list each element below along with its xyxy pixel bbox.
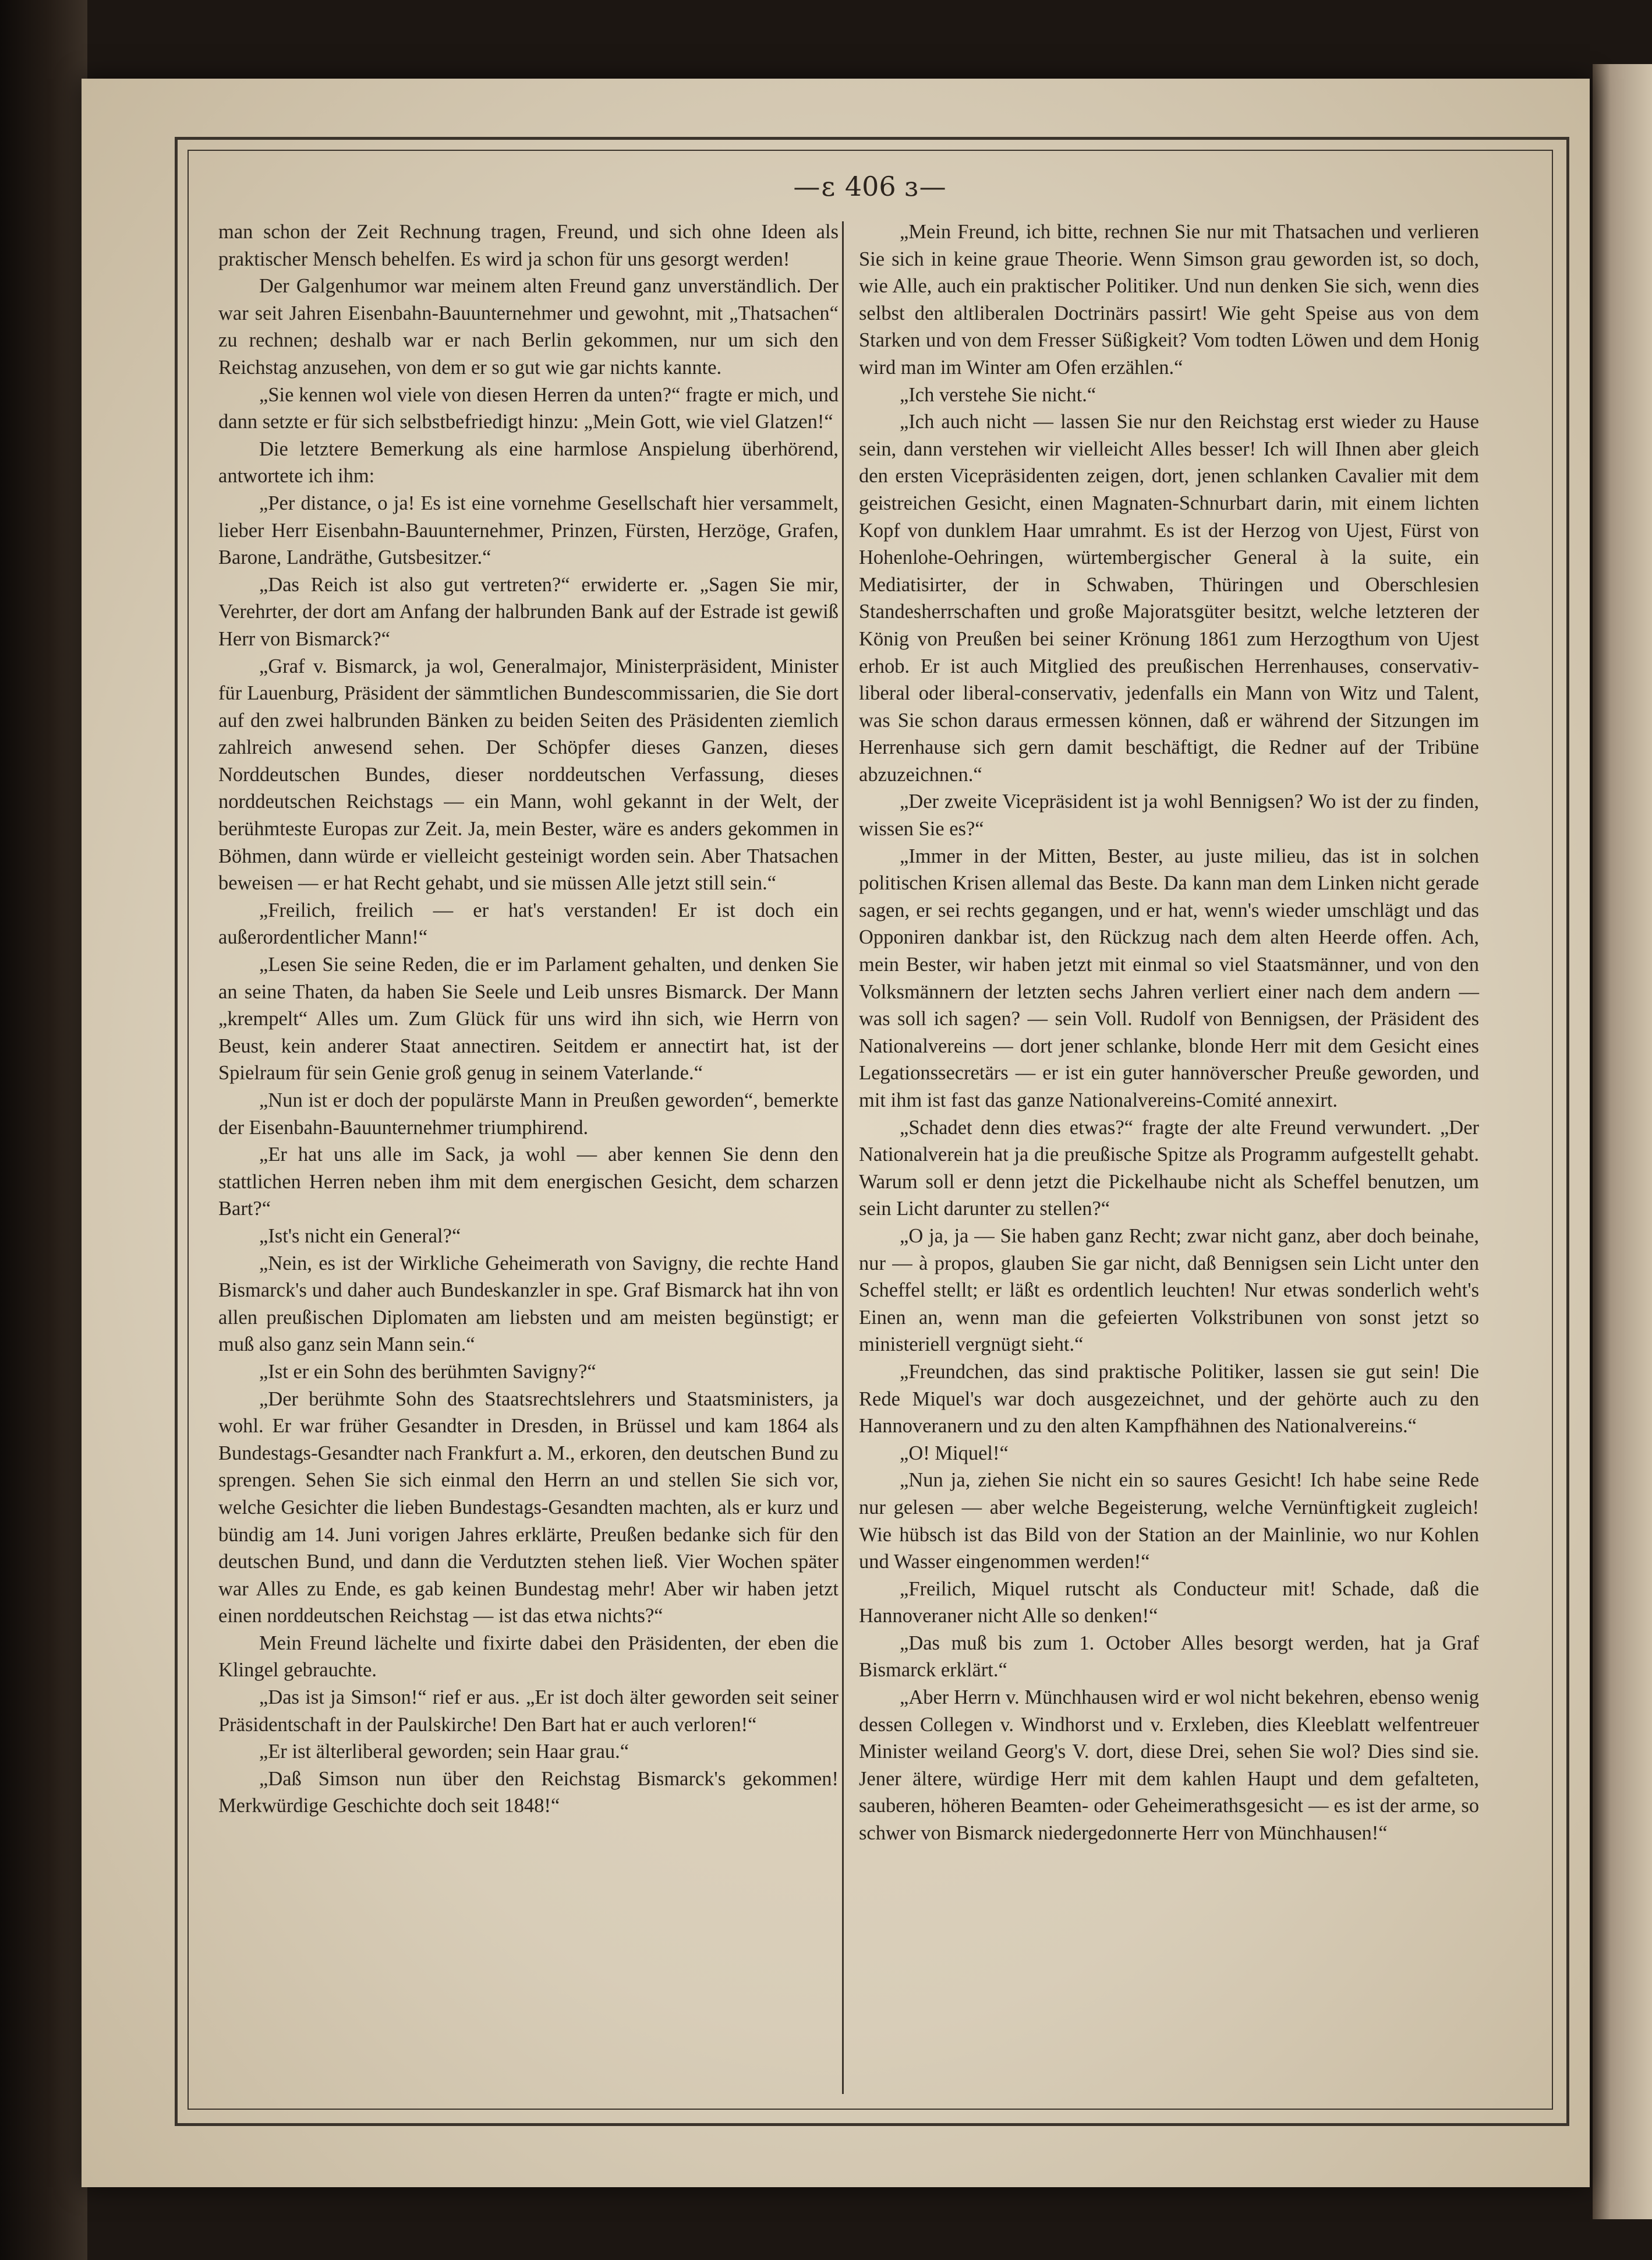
paragraph: „Lesen Sie seine Reden, die er im Parlament gehalten, und denken Sie an seine Thaten, da haben Sie Seele und Leib unsres Bismarck. Der Mann „krempelt“ Alles um. Zum Glück für uns wird ihn sich, wie Herrn von Beust, kein anderer Staat annectiren. Seitdem er annectirt hat, ist der Spielraum für sein Genie groß genug in seinem Vaterlande.“ (218, 954, 839, 1085)
paragraph: man schon der Zeit Rechnung tragen, Freund, und sich ohne Ideen als praktischer Mensch behelfen. Es wird ja schon für uns gesorgt werden! (218, 221, 839, 270)
page-number: 406 (844, 171, 896, 202)
paragraph: „Ist's nicht ein General?“ (259, 1224, 461, 1247)
paragraph: „Mein Freund, ich bitte, rechnen Sie nur mit Thatsachen und verlieren Sie sich in keine graue Theorie. Wenn Simson grau geworden ist, so doch, wie Alle, auch ein praktischer Politiker. Und nun denken Sie sich, wenn dies selbst den altliberalen Doctrinärs passirt! Wie geht Speise aus von dem Starken und von dem Fresser Süßigkeit? Vom todten Löwen und dem Honig wird man im Winter am Ofen erzählen.“ (859, 221, 1479, 379)
paragraph: „Freundchen, das sind praktische Politiker, lassen sie gut sein! Die Rede Miquel's war doch ausgezeichnet, und der gehörte auch zu den Hannoveranern und zu den alten Kampfhähnen des Nationalvereins.“ (859, 1360, 1479, 1438)
paragraph: „Immer in der Mitten, Bester, au juste milieu, das ist in solchen politischen Krisen allemal das Beste. Da kann man dem Linken nicht gerade sagen, er sei rechts gegangen, und er hat, wenn's wieder umschlägt und das Opponiren dankbar ist, den Rückzug nach dem alten Heerde offen. Ach, mein Bester, wir haben jetzt mit einmal so viel Staatsmänner, und von den Volksmännern der letzten sechs Jahren verliert einer nach dem andern — was soll ich sagen? — sein Voll. Rudolf von Bennigsen, der Präsident des Nationalvereins — dort jener schlanke, blonde Herr mit dem Gesicht eines Legationssecretärs — er ist ein guter hannöverscher Preuße geworden, und mit ihm ist fast das ganze Nationalvereins-Comité annexirt. (859, 845, 1479, 1111)
book-binding (0, 0, 87, 2260)
paragraph: „Aber Herrn v. Münchhausen wird er wol nicht bekehren, ebenso wenig dessen Collegen v. Windhorst und v. Erxleben, dies Kleeblatt welfentreuer Minister weiland Georg's V. dort, diese Drei, sehen Sie wol? Dies sind sie. Jener ältere, würdige Herr mit dem kahlen Haupt und dem gefalteten, sauberen, höheren Beamten- oder Geheimerathsgesicht — es ist der arme, so schwer von Bismarck niedergedonnerte Herr von Münchhausen!“ (859, 1686, 1479, 1845)
paragraph: „Er hat uns alle im Sack, ja wohl — aber kennen Sie denn den stattlichen Herren neben ihm mit dem energischen Gesicht, dem scharzen Bart?“ (218, 1143, 839, 1220)
paragraph: „Sie kennen wol viele von diesen Herren da unten?“ fragte er mich, und dann setzte er für sich selbstbefriedigt hinzu: „Mein Gott, wie viel Glatzen!“ (218, 383, 839, 433)
text-column-right (859, 218, 1479, 2100)
paragraph: „Freilich, freilich — er hat's verstanden! Er ist doch ein außerordentlicher Mann!“ (218, 899, 839, 949)
paragraph: Mein Freund lächelte und fixirte dabei den Präsidenten, der eben die Klingel gebrauchte. (218, 1632, 839, 1682)
page-header (188, 160, 1553, 213)
paragraph: „Daß Simson nun über den Reichstag Bismarck's gekommen! Merkwürdige Geschichte doch seit 1848!“ (218, 1767, 839, 1817)
paragraph: „Nein, es ist der Wirkliche Geheimerath von Savigny, die rechte Hand Bismarck's und daher auch Bundeskanzler in spe. Graf Bismarck hat ihn von allen preußischen Diplomaten am liebsten und am meisten begünstigt; er muß also ganz sein Mann sein.“ (218, 1252, 839, 1356)
paragraph: „Der zweite Vicepräsident ist ja wohl Bennigsen? Wo ist der zu finden, wissen Sie es?“ (859, 790, 1479, 841)
header-ornament-left: —ɛ (793, 171, 837, 202)
text-column-left (218, 218, 839, 2100)
header-ornament-right: ɜ— (904, 171, 947, 202)
book-page (82, 79, 1590, 2187)
paragraph: Die letztere Bemerkung als eine harmlose Anspielung überhörend, antwortete ich ihm: (218, 437, 839, 488)
paragraph: „Er ist älterliberal geworden; sein Haar grau.“ (259, 1740, 629, 1763)
paragraph: „Der berühmte Sohn des Staatsrechtslehrers und Staatsministers, ja wohl. Er war früher Gesandter in Dresden, in Brüssel und kam 1864 als Bundestags-Gesandter nach Frankfurt a. M., erkoren, den deutschen Bund zu sprengen. Sehen Sie sich einmal den Herrn an und stellen Sie sich vor, welche Gesichter die lieben Bundestags-Gesandten machten, als er kurz und bündig am 14. Juni vorigen Jahres erklärte, Preußen bedanke sich für den deutschen Bund, und dann die Verdutzten stehen ließ. Vier Wochen später war Alles zu Ende, es gab keinen Bundestag mehr! Aber wir haben jetzt einen norddeutschen Reichstag — ist das etwa nichts?“ (218, 1387, 839, 1627)
paragraph: „O ja, ja — Sie haben ganz Recht; zwar nicht ganz, aber doch beinahe, nur — à propos, glauben Sie gar nicht, daß Bennigsen sein Licht unter den Scheffel stellt; er läßt es ordentlich leuchten! Nur etwas sonderlich weht's Einen an, wenn man die gefeierten Volkstribunen von sonst jetzt so ministeriell vergnügt sieht.“ (859, 1224, 1479, 1356)
paragraph: Der Galgenhumor war meinem alten Freund ganz unverständlich. Der war seit Jahren Eisenbahn-Bauunternehmer und gewohnt, mit „Thatsachen“ zu rechnen; deshalb war er nach Berlin gekommen, nur um sich den Reichstag anzusehen, von dem er so gut wie gar nichts kannte. (218, 275, 839, 379)
paragraph: „Nun ja, ziehen Sie nicht ein so saures Gesicht! Ich habe seine Rede nur gelesen — aber welche Begeisterung, welche Vernünftigkeit zugleich! Wie hübsch ist das Bild von der Station an der Mainlinie, wo nur Kohlen und Wasser eingenommen werden!“ (859, 1469, 1479, 1573)
paragraph: „Das muß bis zum 1. October Alles besorgt werden, hat ja Graf Bismarck erklärt.“ (859, 1632, 1479, 1682)
facing-page-edge (1593, 64, 1652, 2219)
paragraph: „Graf v. Bismarck, ja wol, Generalmajor, Ministerpräsident, Minister für Lauenburg, Präsident der sämmtlichen Bundescommissarien, die Sie dort auf den zwei halbrunden Bänken zu beiden Seiten des Präsidenten ziemlich zahlreich anwesend sehen. Der Schöpfer dieses Ganzen, dieses Norddeutschen Bundes, dieser norddeutschen Verfassung, dieses norddeutschen Reichstags — ein Mann, wohl gekannt in der Welt, der berühmteste Europas zur Zeit. Ja, mein Bester, wäre es anders gekommen in Böhmen, dann würde er vielleicht gesteinigt worden sein. Aber Thatsachen beweisen — er hat Recht gehabt, und sie müssen Alle jetzt still sein.“ (218, 655, 839, 895)
paragraph: „O! Miquel!“ (900, 1442, 1009, 1464)
paragraph: „Das Reich ist also gut vertreten?“ erwiderte er. „Sagen Sie mir, Verehrter, der dort am Anfang der halbrunden Bank auf der Estrade ist gewiß Herr von Bismarck?“ (218, 573, 839, 650)
paragraph: „Das ist ja Simson!“ rief er aus. „Er ist doch älter geworden seit seiner Präsidentschaft in der Paulskirche! Den Bart hat er auch verloren!“ (218, 1686, 839, 1736)
paragraph: „Ich auch nicht — lassen Sie nur den Reichstag erst wieder zu Hause sein, dann verstehen wir vielleicht Alles besser! Ich will Ihnen aber gleich den ersten Vicepräsidenten zeigen, dort, jenen schlanken Cavalier mit dem geistreichen Gesicht, einen Magnaten-Schnurbart darin, mit einem lichten Kopf von dunklem Haar umrahmt. Es ist der Herzog von Ujest, Fürst von Hohenlohe-Oehringen, würtembergischer General à la suite, ein Mediatisirter, der in Schwaben, Thüringen und Oberschlesien Standesherrschaften und große Majoratsgüter besitzt, welche letzteren der König von Preußen bei seiner Krönung 1861 zum Herzogthum von Ujest erhob. Er ist auch Mitglied des preußischen Herrenhauses, conservativ-liberal oder liberal-conservativ, jedenfalls ein Mann von Witz und Talent, was Sie schon daraus ermessen können, daß er während der Sitzungen im Herrenhause sich gern damit beschäftigt, die Redner auf der Tribüne abzuzeichnen.“ (859, 411, 1479, 786)
paragraph: „Per distance, o ja! Es ist eine vornehme Gesellschaft hier versammelt, lieber Herr Eisenbahn-Bauunternehmer, Prinzen, Fürsten, Herzöge, Grafen, Barone, Landräthe, Gutsbesitzer.“ (218, 492, 839, 569)
paragraph: „Ist er ein Sohn des berühmten Savigny?“ (259, 1360, 596, 1383)
paragraph: „Freilich, Miquel rutscht als Conducteur mit! Schade, daß die Hannoveraner nicht Alle so denken!“ (859, 1577, 1479, 1627)
paragraph: „Schadet denn dies etwas?“ fragte der alte Freund verwundert. „Der Nationalverein hat ja die preußische Spitze als Programm aufgestellt gehabt. Warum soll er denn jetzt die Pickelhaube nicht als Scheffel benutzen, um sein Licht darunter zu stellen?“ (859, 1116, 1479, 1220)
paragraph: „Nun ist er doch der populärste Mann in Preußen geworden“, bemerkte der Eisenbahn-Bauunternehmer triumphirend. (218, 1089, 839, 1139)
paragraph: „Ich verstehe Sie nicht.“ (900, 383, 1096, 406)
column-divider (842, 221, 844, 2094)
